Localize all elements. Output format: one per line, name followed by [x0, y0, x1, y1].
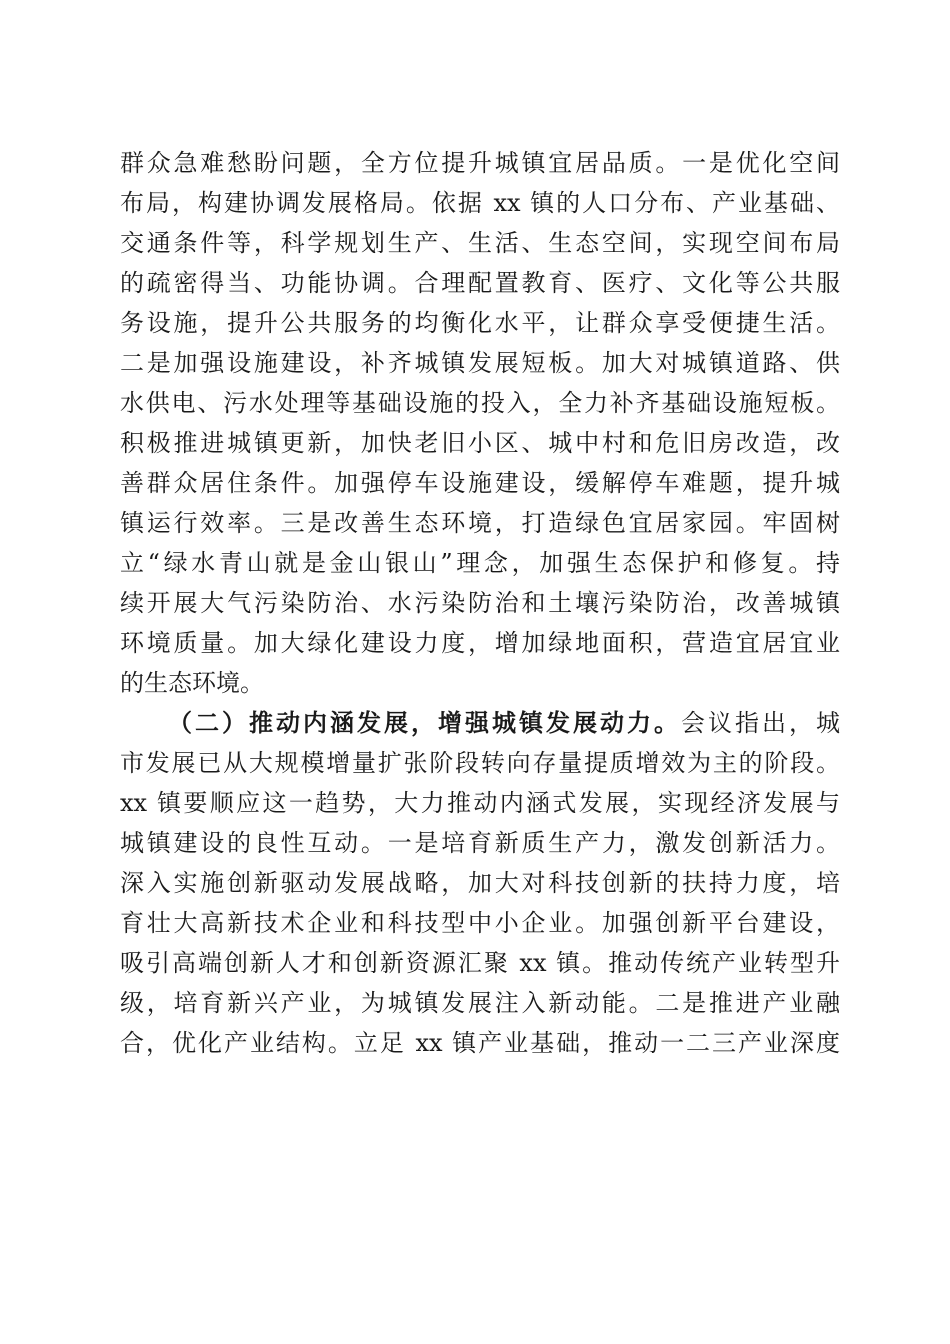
text-line: 镇运行效率。三是改善生态环境，打造绿色宜居家园。牢固树	[120, 509, 840, 537]
text-line: xx 镇要顺应这一趋势，大力推动内涵式发展，实现经济发展与	[120, 789, 840, 817]
text-line: 积极推进城镇更新，加快老旧小区、城中村和危旧房改造，改	[120, 429, 840, 457]
text-line: 的疏密得当、功能协调。合理配置教育、医疗、文化等公共服	[120, 269, 840, 297]
text-line: 立“绿水青山就是金山银山”理念，加强生态保护和修复。持	[120, 549, 840, 577]
section-heading-line	[120, 703, 840, 743]
section-heading: （二）推动内涵发展，增强城镇发展动力。	[168, 708, 681, 737]
text-line: 务设施，提升公共服务的均衡化水平，让群众享受便捷生活。	[120, 309, 840, 337]
text-line: 续开展大气污染防治、水污染防治和土壤污染防治，改善城镇	[120, 589, 840, 617]
text-line: 水供电、污水处理等基础设施的投入，全力补齐基础设施短板。	[120, 389, 840, 417]
text-line: 市发展已从大规模增量扩张阶段转向存量提质增效为主的阶段。	[120, 749, 840, 777]
text-line: 城镇建设的良性互动。一是培育新质生产力，激发创新活力。	[120, 829, 840, 857]
text-line: 环境质量。加大绿化建设力度，增加绿地面积，营造宜居宜业	[120, 629, 840, 657]
text-line: 深入实施创新驱动发展战略，加大对科技创新的扶持力度，培	[120, 869, 840, 897]
text-line: 合，优化产业结构。立足 xx 镇产业基础，推动一二三产业深度	[120, 1029, 840, 1057]
text-line: 级，培育新兴产业，为城镇发展注入新动能。二是推进产业融	[120, 989, 840, 1017]
text-line: 交通条件等，科学规划生产、生活、生态空间，实现空间布局	[120, 229, 840, 257]
text-line: 的生态环境。	[120, 669, 264, 697]
text-line: 二是加强设施建设，补齐城镇发展短板。加大对城镇道路、供	[120, 349, 840, 377]
text-line: 善群众居住条件。加强停车设施建设，缓解停车难题，提升城	[120, 469, 840, 497]
heading-line-rest: 会议指出，城	[681, 709, 840, 737]
text-line: 吸引高端创新人才和创新资源汇聚 xx 镇。推动传统产业转型升	[120, 949, 840, 977]
text-line: 育壮大高新技术企业和科技型中小企业。加强创新平台建设，	[120, 909, 840, 937]
text-line: 布局，构建协调发展格局。依据 xx 镇的人口分布、产业基础、	[120, 189, 840, 217]
body-text	[120, 143, 840, 1063]
text-line: 群众急难愁盼问题，全方位提升城镇宜居品质。一是优化空间	[120, 149, 840, 177]
